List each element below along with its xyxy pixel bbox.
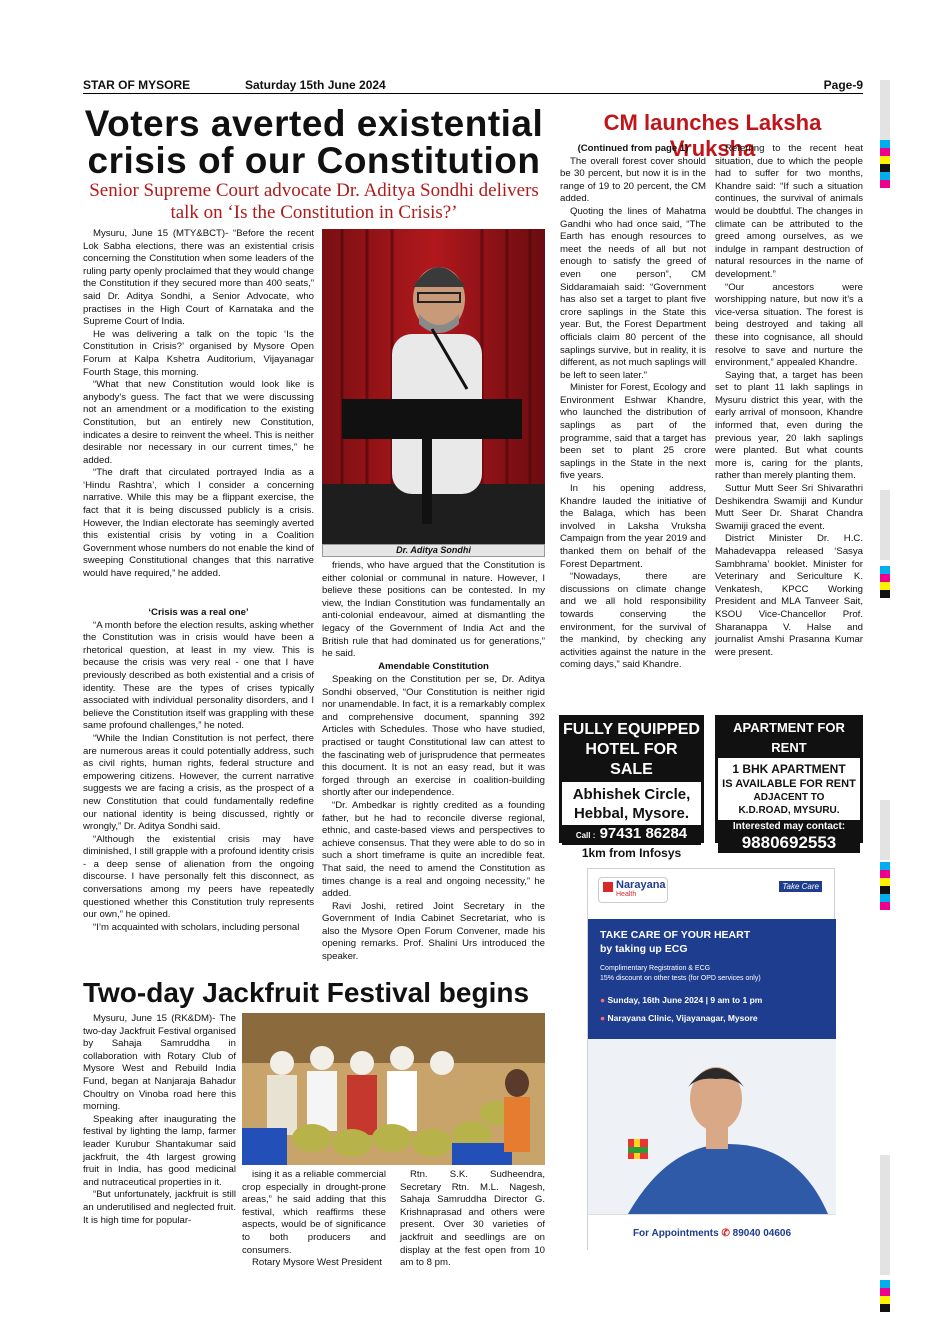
lead-col1b: [83, 607, 314, 967]
lead-col1: [83, 228, 314, 606]
paragraph: “What that new Constitution would look like is anybody’s guess. The fact that we were discussing not an amendment or a modification to the existing Constitution, but an entirely new Constitution, indicates a desire to reinvent the wheel. This is neither desirable nor necessary in our current times,” he added.: [83, 379, 314, 466]
brand-name: Narayana: [616, 879, 666, 891]
continued-note: (Continued from page 1): [577, 143, 689, 154]
paragraph: Rotary Mysore West President: [252, 1257, 382, 1269]
tagline: Take Care: [779, 881, 822, 892]
paragraph: “Although the existential crisis may have diminished, I still grapple with a profound identity crisis - a deep sense of alienation from the ongoing discourse. I have personally felt this disconnect, as conversations among my peers have repeatedly questioned whether this Constitution truly represents our own,” he opined.: [83, 833, 314, 921]
lead-deck: Senior Supreme Court advocate Dr. Aditya Sondhi delivers talk on ‘Is the Constitution in Crisis?’: [89, 180, 539, 223]
ad-offer: Complimentary Registration & ECG: [600, 965, 711, 972]
yellow-mark: [880, 1296, 890, 1304]
yellow-mark: [880, 582, 890, 590]
cm-col1: [560, 143, 706, 705]
ad-title: APARTMENT FOR RENT: [718, 718, 860, 758]
cyan-mark: [880, 862, 890, 870]
jackfruit-photo-illustration: [242, 1013, 545, 1165]
paragraph: Saying that, a target has been set to plant 11 lakh saplings in Mysuru district this year, with the early arrival of monsoon, Khandre informed that, even during the previous year, 20 lakh saplings were planted. But what counts more is, caring for the plants, rather than merely planting them.: [715, 369, 863, 482]
paragraph: Mysuru, June 15 (RK&DM)- The two-day Jackfruit Festival organised by Sahaja Samruddha in collaboration with Rotary Club of Mysore West and Rebuild India Fund, began at Nanjaraja Bahadur Choultry on Vinoba road here this morning.: [83, 1013, 236, 1113]
speaker-photo-illustration: [322, 229, 545, 544]
appt-phone: 89040 04606: [732, 1228, 792, 1239]
phone-icon: ✆: [721, 1228, 733, 1239]
print-bar: [880, 490, 890, 560]
ad-line: Abhishek Circle,: [572, 786, 691, 803]
paragraph: The overall forest cover should be 30 percent, but now it is in the range of 19 to 20 percent, the CM added.: [560, 155, 706, 205]
hotel-sale-ad: [559, 715, 704, 860]
ad-date-row: [600, 995, 762, 1005]
black-mark: [880, 1304, 890, 1312]
subhead: ‘Crisis was a real one’: [148, 607, 249, 618]
brand-sub: Health: [616, 891, 637, 898]
paragraph: Suttur Mutt Seer Sri Shivarathri Deshikendra Swamiji and Kundur Mutt Seer Dr. Sharat Chandra Swamiji graced the event.: [715, 483, 863, 532]
cyan-mark: [880, 894, 890, 902]
paragraph: “Our ancestors were worshipping nature, but now it’s a vice-versa situation. The forest is being destroyed and taking all these into cognisance, all should resolve to save and nurture the environment,” appealed Khandre.: [715, 281, 863, 369]
photo-caption: Dr. Aditya Sondhi: [322, 544, 545, 557]
paragraph: ising it as a reliable commercial crop especially in drought-prone areas,” he said adding that this festival, which reaffirms these aspects, would be of significance to both producers and consumers.: [242, 1169, 386, 1256]
paragraph: friends, who have argued that the Constitution is either colonial or communal in nature. However, I believe these positions can be contested. In my view, the Indian Constitution was fundamentally an anti-colonial endeavour, aimed at dismantling the legacy of the Government of India Act and the British rule that had dominated us for generations,” he said.: [322, 560, 545, 660]
print-bar: [880, 1155, 890, 1275]
narayana-health-ad: [587, 868, 835, 1250]
appt-label: For Appointments: [632, 1228, 719, 1239]
ad-line: ADJACENT TO: [753, 792, 825, 803]
apartment-rent-ad: [715, 715, 863, 852]
ad-phone-row: [562, 825, 701, 845]
ad-line: Hebbal, Mysore.: [573, 805, 690, 822]
paragraph: “Nowadays, there are discussions on climate change and we all hold responsibility towards conserving the environment, for the survival of the mankind, by checking any activities against the nature in the coming days,” said Khandre.: [560, 571, 706, 671]
cm-headline: CM launches Laksha Vruksha: [603, 110, 822, 161]
paragraph: Ravi Joshi, retired Joint Secretary in the Government of India Cabinet Secretariat, who is also the Mysore Open Forum Convener, made his opening remarks. Prof. Shalini Urs introduced the speaker.: [322, 900, 545, 963]
paragraph: “A month before the election results, asking whether the Constitution was in crisis would have been a rhetorical question, at least in my view. This is because the crisis was very real - one that I have previously described as both existential and a crisis of identity. These are the types of crises typically associated with individual personality disorders, and I believe the Constitution itself was grappling with these same profound challenges,” he noted.: [83, 619, 314, 732]
print-bar: [880, 800, 890, 860]
jackfruit-headline: Two-day Jackfruit Festival begins: [83, 977, 530, 1008]
ad-title: [562, 718, 701, 782]
narayana-logo: [598, 877, 668, 903]
ad-heading: TAKE CARE OF YOUR HEART: [600, 929, 751, 941]
ad-offer: 15% discount on other tests (for OPD services only): [600, 975, 761, 982]
lead-headline: Voters averted existential crisis of our Constitution: [84, 103, 544, 181]
ad-line: HOTEL FOR SALE: [585, 741, 678, 778]
ad-line: 1 BHK APARTMENT: [732, 762, 846, 776]
paper-name: STAR OF MYSORE: [83, 78, 191, 92]
cyan-mark: [880, 140, 890, 148]
magenta-mark: [880, 1288, 890, 1296]
ad-line: IS AVAILABLE FOR RENT: [722, 778, 856, 790]
print-bar: [880, 80, 890, 140]
page-number: Page-9: [823, 78, 863, 92]
magenta-mark: [880, 870, 890, 878]
jack-col2: [242, 1169, 386, 1269]
ad-line: 1km from Infosys: [581, 846, 682, 860]
paragraph: District Minister Dr. H.C. Mahadevappa released ‘Sasya Sambhrama’ booklet. Minister for Veterinary and Sericulture K. Venkatesh, KPCC Working President and MLA Tanveer Sait, KSOU Vice-Chancellor Prof. Sharanappa V. Halse and journalist Amshi Prasanna Kumar were present.: [715, 533, 863, 658]
subhead: Amendable Constitution: [378, 660, 489, 672]
page-header: [83, 78, 863, 94]
ad-venue-row: [600, 1013, 758, 1023]
paragraph: In his opening address, Khandre lauded the initiative of the Balaga, which has been involved in Laksha Vruksha Campaign from the year 2019 and thanked them on behalf of the Forest Department.: [560, 483, 706, 570]
paragraph: Speaking after inaugurating the festival by lighting the lamp, farmer leader Kurubur Shantakumar said jackfruit, the 4th largest growing fruit in India, has good medicinal and nutraceutical properties in it.: [83, 1113, 236, 1188]
paragraph: He was delivering a talk on the topic ‘Is the Constitution in Crisis?’ organised by Mysore Open Forum at Kalpa Kshetra Auditorium, Vijayanagar Fourth Stage, this morning.: [83, 328, 314, 378]
call-label: Call :: [575, 831, 596, 840]
cyan-mark: [880, 566, 890, 574]
appointment-row: [588, 1214, 836, 1251]
yellow-mark: [880, 878, 890, 886]
clock-icon: ●: [600, 995, 606, 1005]
magenta-mark: [880, 902, 890, 910]
lead-col2: [322, 560, 545, 672]
issue-date: Saturday 15th June 2024: [245, 78, 386, 92]
lead-col2b: [322, 674, 545, 968]
ad-line: K.D.ROAD, MYSURU.: [738, 805, 840, 816]
model-photo: [588, 1039, 836, 1214]
paragraph: “The draft that circulated portrayed India as a ‘Hindu Rashtra’, which I consider a concerning narrative. While this may be a flippant exercise, the fact that it is being discussed publicly is a crisis. However, the Indian electorate has seemingly averted this existential crisis by voting in a Coalition Government whose numbers do not enable the kind of sweeping Constitutional changes that this narrative would have required,” he added.: [83, 467, 314, 580]
jack-col3: [400, 1169, 545, 1269]
paragraph: “Dr. Ambedkar is rightly credited as a founding father, but he had to reconcile diverse regional, ethnic, and caste-based views and perspectives to achieve consensus. That they were able to do so in such a short timeframe is quite an incredible feat. That said, the need to amend the Constitution as times change is a real and ongoing necessity,” he added.: [322, 799, 545, 900]
paragraph: Quoting the lines of Mahatma Gandhi who had once said, “The Earth has enough resources to meet the needs of all but not enough to satisfy the greed of even one person”, CM Siddaramaiah said: “Government has also set a target to plant five crore saplings in the State this year. But, the Forest Department officials claim 80 percent of the saplings survive, but in reality, it is different, as not much saplings will be left to seen later.”: [560, 205, 706, 381]
paragraph: Mysuru, June 15 (MTY&BCT)- “Before the recent Lok Sabha elections, there was an existential crisis concerning the Constitution when some leaders of the ruling party openly proclaimed that they would change the Constitution if they secured more than 400 seats,” said Dr. Aditya Sondhi, a Senior Advocate, who practises in the High Court of Karnataka and the Supreme Court of India.: [83, 228, 314, 328]
ad-contact: [718, 820, 860, 853]
black-mark: [880, 164, 890, 172]
magenta-mark: [880, 180, 890, 188]
speaker-photo: [322, 229, 545, 544]
black-mark: [880, 590, 890, 598]
ad-phone: 9880692553: [741, 833, 837, 852]
paragraph: “I’m acquainted with scholars, including personal: [93, 921, 300, 933]
cyan-mark: [880, 172, 890, 180]
magenta-mark: [880, 148, 890, 156]
paragraph: Referring to the recent heat situation, due to which the people had to suffer for two months, Khandre said: “If such a situation continues, the survival of animals would be doubtful. The changes in climate can be attributed to the greed among ourselves, as we indulge in rampant destruction of natural resources in the name of development.”: [715, 143, 863, 280]
cm-col2: [715, 143, 863, 705]
ad-line: FULLY EQUIPPED: [563, 721, 700, 738]
ad-date: Sunday, 16th June 2024 | 9 am to 1 pm: [607, 995, 763, 1005]
logo-mark-icon: [603, 882, 613, 892]
ad-line: Interested may contact:: [732, 821, 846, 832]
paragraph: Minister for Forest, Ecology and Environment Eshwar Khandre, who launched the distribution of saplings as part of the programme, said that a target has been set to plant 25 crore saplings in the State in the next five years.: [560, 382, 706, 482]
cyan-mark: [880, 1280, 890, 1288]
paragraph: “But unfortunately, jackfruit is still an underutilised and neglected fruit. It is high time for popular-: [83, 1189, 236, 1226]
yellow-mark: [880, 156, 890, 164]
ad-subheading: by taking up ECG: [600, 943, 688, 955]
jackfruit-photo: [242, 1013, 545, 1165]
ad-phone: 97431 86284: [599, 825, 688, 842]
location-icon: ●: [600, 1013, 606, 1023]
jack-col1: [83, 1013, 236, 1265]
paragraph: Speaking on the Constitution per se, Dr. Aditya Sondhi observed, “Our Constitution is neither rigid nor unamendable. In fact, it is a remarkably complex and comprehensive document, spanning 392 Articles with Schedules. Those who have studied, practised or taught Constitutional law can attest to the fascinating web of jurisprudence that permeates this document. It is not an easy read, but it was forged through an exercise in coalition-building shortly after our independence.: [322, 674, 545, 799]
black-mark: [880, 886, 890, 894]
magenta-mark: [880, 574, 890, 582]
paragraph: Rtn. S.K. Sudheendra, Secretary Rtn. M.L. Nagesh, Sahaja Samruddha Director G. Krishnaprasad and others were present. Over 30 varieties of jackfruit and seedlings are on display at the fest open from 10 am to 8 pm.: [400, 1169, 545, 1269]
ad-venue: Narayana Clinic, Vijayanagar, Mysore: [607, 1013, 758, 1023]
paragraph: “While the Indian Constitution is not perfect, there are numerous areas it could potentially address, such as civil rights, human rights, federal structure and empowering citizens. However, the current narrative suggests we are facing a crisis, as the prospect of a new Constitution that could fundamentally redefine our national identity is being discussed, rightly or wrongly,” Dr. Aditya Sondhi said.: [83, 732, 314, 833]
